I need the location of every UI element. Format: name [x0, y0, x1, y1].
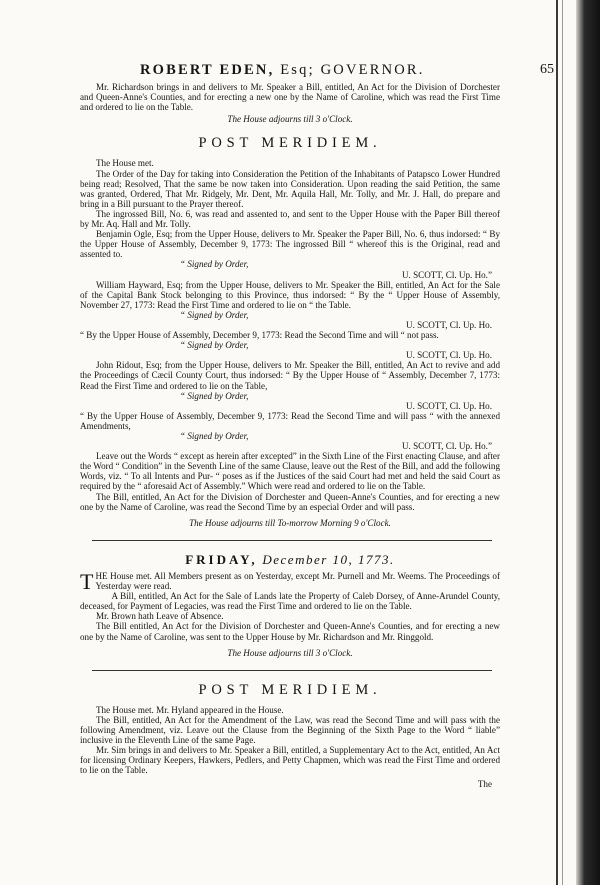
paragraph: “ By the Upper House of Assembly, December 9, 1773: Read the Second Time and will pass “ with the annexed Amendments, [80, 410, 500, 431]
signature-line [80, 350, 500, 360]
drop-cap: T [80, 568, 94, 594]
running-header [140, 62, 554, 80]
day-date: December 10, 1773. [262, 551, 395, 567]
margin-rule-thin [562, 0, 563, 885]
signed-by-order: “ Signed by Order, [180, 340, 249, 351]
paragraph: Mr. Sim brings in and delivers to Mr. Speaker a Bill, entitled, a Supplementary Act to the Act, entitled, An Act for licensing Ordinary Keepers, Hawkers, Pedlers, and Petty Chapmen, which was read the First Time and ordered to lie on the Table. [80, 745, 500, 776]
paragraph: The House met. Mr. Hyland appeared in the House. [96, 704, 284, 715]
paragraph: The Order of the Day for taking into Consideration the Petition of the Inhabitants of Patapsco Lower Hundred being read; Resolved, That the same be now taken into Consideration. Upon reading the said Petition, the same was granted, Ordered, That Mr. Ridgely, Mr. Dent, Mr. Aquila Hall, Mr. Tolly, and Mr. J. Hall, do prepare and bring in a Bill pursuant to the Prayer thereof. [80, 168, 500, 209]
signed-by-order: “ Signed by Order, [180, 390, 249, 401]
paragraph-text: HE House met. All Members present as on Yesterday, except Mr. Purnell and Mr. Weems. The Proceedings of Yesterday were read. [95, 570, 500, 592]
section-divider [92, 540, 492, 541]
signed-by-order: “ Signed by Order, [180, 431, 249, 441]
page-number: 65 [540, 62, 554, 77]
paragraph [80, 568, 500, 594]
signed-by-order: “ Signed by Order, [180, 309, 249, 320]
signed-by-order: “ Signed by Order, [180, 259, 249, 270]
signature-line [80, 441, 500, 451]
paragraph: Leave out the Words “ except as herein after excepted” in the Sixth Line of the First enacting Clause, and after the Word “ Condition” in the Seventh Line of the same Clause, leave out the Rest of the Bill, and add the following Words, viz. “ To all Intents and Pur- “ poses as if the Justices of the said Court had met and held the said Court as required by the “ aforesaid Act of Assembly.” Which were read and ordered to lie on the Table. [80, 451, 500, 492]
signature-line [80, 320, 500, 330]
paragraph: The ingrossed Bill, No. 6, was read and assented to, and sent to the Upper House with the Paper Bill thereof by Mr. Aq. Hall and Mr. Tolly. [80, 208, 500, 230]
clerk-signature: U. SCOTT, Cl. Up. Ho.” [401, 441, 492, 452]
section-heading: POST MERIDIEM. [198, 135, 382, 152]
page-body [80, 82, 500, 790]
clerk-signature: U. SCOTT, Cl. Up. Ho.” [401, 269, 492, 280]
clerk-signature: U. SCOTT, Cl. Up. Ho. [406, 319, 492, 330]
binding-shadow [576, 0, 600, 885]
catchword: The [477, 779, 492, 790]
header-title: Esq; GOVERNOR. [280, 62, 425, 78]
adjournment-note: The House adjourns till 3 o'Clock. [227, 114, 353, 125]
paragraph: Benjamin Ogle, Esq; from the Upper House, delivers to Mr. Speaker the Paper Bill, No. 6, thus indorsed: “ By the Upper House of Assembly, December 9, 1773: The ingrossed Bill “ whereof this is the Original, read and assented to. [80, 229, 500, 260]
clerk-signature: U. SCOTT, Cl. Up. Ho. [406, 400, 492, 411]
margin-rule [556, 0, 558, 885]
paragraph: William Hayward, Esq; from the Upper House, delivers to Mr. Speaker the Bill, entitled, An Act for the Sale of the Capital Bank Stock belonging to this Province, thus indorsed: “ By the “ Upper House of Assembly, November 27, 1773: Read the First Time and ordered to lie on “ the Table. [80, 279, 500, 310]
paragraph: The Bill, entitled, An Act for the Division of Dorchester and Queen-Anne's Counties, and for erecting a new one by the Name of Caroline, was read the Second Time by an especial Order and will pass. [80, 491, 500, 512]
paragraph: “ By the Upper House of Assembly, December 9, 1773: Read the Second Time and will “ not pass. [80, 330, 439, 341]
paragraph: Mr. Brown hath Leave of Absence. [96, 611, 224, 622]
day-name: FRIDAY, [185, 551, 258, 567]
clerk-signature: U. SCOTT, Cl. Up. Ho. [406, 350, 492, 361]
adjournment-note: The House adjourns till To-morrow Morning 9 o'Clock. [189, 517, 391, 528]
section-divider [92, 670, 492, 671]
section-heading: POST MERIDIEM. [198, 681, 382, 698]
paragraph: Mr. Richardson brings in and delivers to Mr. Speaker a Bill, entitled, An Act for the Division of Dorchester and Queen-Anne's Counties, and for erecting a new one by the Name of Caroline, which was read the First Time and ordered to lie on the Table. [80, 82, 500, 113]
paragraph: The Bill, entitled, An Act for the Amendment of the Law, was read the Second Time and will pass with the following Amendment, viz. Leave out the Clause from the Beginning of the Sixth Page to the Word “ liable” inclusive in the Eleventh Line of the same Page. [80, 714, 500, 746]
adjournment-note: The House adjourns till 3 o'Clock. [227, 647, 353, 658]
signature-line [80, 401, 500, 411]
paragraph: The House met. [96, 158, 154, 169]
paragraph: The Bill entitled, An Act for the Division of Dorchester and Queen-Anne's Counties, and for erecting a new one by the Name of Caroline, was sent to the Upper House by Mr. Richardson and Mr. Ringgold. [80, 621, 500, 642]
signature-line [80, 270, 500, 280]
paragraph: John Ridout, Esq; from the Upper House, delivers to Mr. Speaker the Bill, entitled, An Act to revive and add the Proceedings of Cæcil County Court, thus indorsed: “ By the Upper House of “ Assembly, December 7, 1773: Read the First Time and ordered to lie on the Table, [80, 360, 500, 391]
paragraph: A Bill, entitled, An Act for the Sale of Lands late the Property of Caleb Dorsey, of Anne-Arundel County, deceased, for Payment of Legacies, was read the First Time and ordered to lie on the Table. [80, 591, 500, 612]
header-name: ROBERT EDEN, [140, 62, 275, 78]
day-heading [80, 551, 500, 567]
